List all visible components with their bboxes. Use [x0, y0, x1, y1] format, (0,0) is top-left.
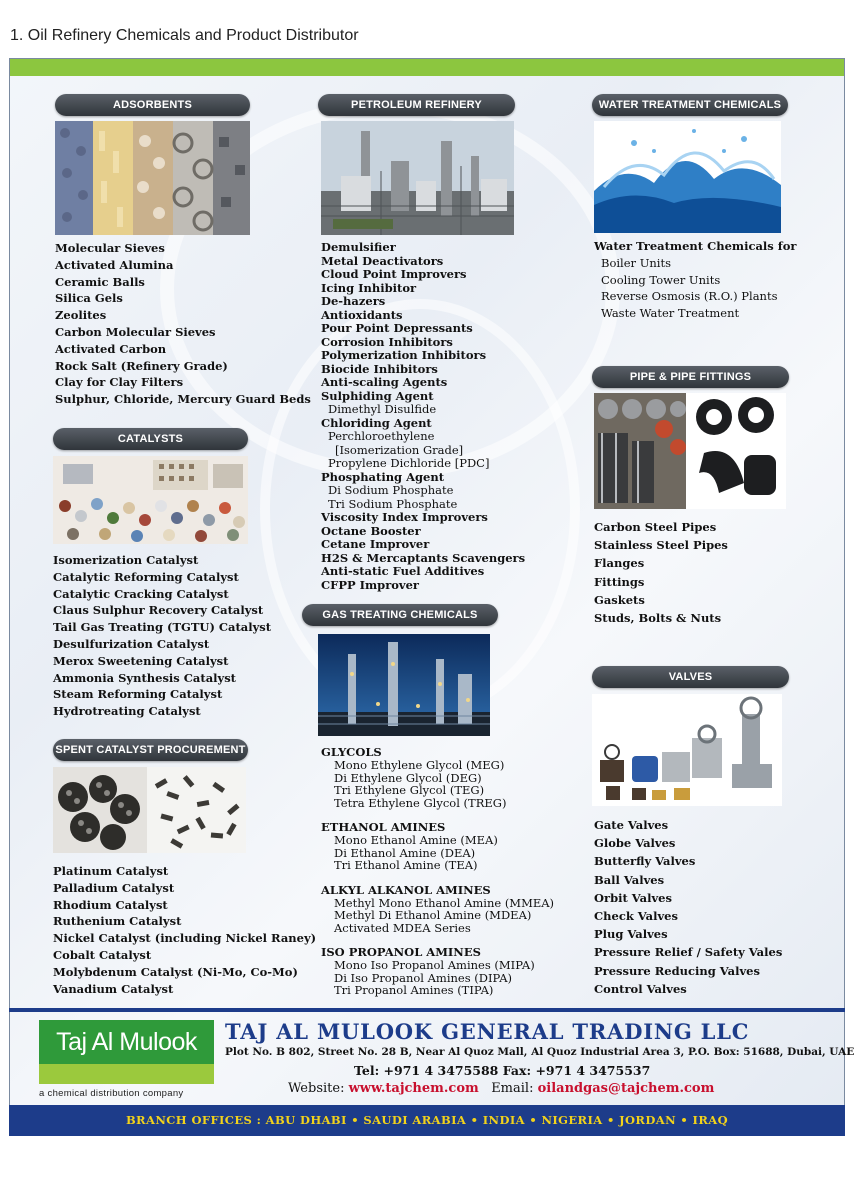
left-column — [53, 94, 317, 996]
pipe-fitting-item: Studs, Bolts & Nuts — [594, 611, 722, 626]
top-green-bar — [10, 59, 844, 76]
spent-catalyst-item: Palladium Catalyst — [53, 880, 175, 895]
gas-group-item: Mono Ethylene Glycol (MEG) — [334, 758, 505, 772]
petroleum-chemical-item: Corrosion Inhibitors — [321, 334, 453, 349]
valve-item: Plug Valves — [594, 927, 668, 942]
adsorbent-item: Ceramic Balls — [55, 274, 145, 289]
pipes-image — [594, 393, 786, 509]
petroleum-chemical-item: Biocide Inhibitors — [321, 361, 438, 376]
spent-catalyst-item: Rhodium Catalyst — [53, 897, 168, 912]
water-treatment-item: Cooling Tower Units — [601, 272, 721, 287]
adsorbent-item: Sulphur, Chloride, Mercury Guard Beds — [55, 392, 311, 407]
petroleum-chemical-item: Antioxidants — [321, 307, 403, 322]
footer-divider — [9, 1008, 845, 1012]
petroleum-chemical-item: Dimethyl Disulfide — [328, 402, 437, 416]
adsorbent-item: Clay for Clay Filters — [55, 375, 184, 390]
valve-item: Pressure Relief / Safety Vales — [594, 945, 783, 960]
branch-offices-bar: BRANCH OFFICES : ABU DHABI • SAUDI ARABIA • INDIA • NIGERIA • JORDAN • IRAQ — [9, 1105, 845, 1136]
petroleum-chemical-item: Anti-scaling Agents — [321, 375, 448, 389]
gas-treating-header: GAS TREATING CHEMICALS — [302, 604, 498, 626]
water-splash-image — [594, 121, 781, 233]
petroleum-chemical-item: Metal Deactivators — [321, 253, 444, 268]
company-address: Plot No. B 802, Street No. 28 B, Near Al Quoz Mall, Al Quoz Industrial Area 3, P.O. Box: 51688, Dubai, UAE — [225, 1046, 854, 1058]
catalyst-item: Tail Gas Treating (TGTU) Catalyst — [53, 620, 272, 635]
pipe-fitting-item: Carbon Steel Pipes — [594, 520, 717, 534]
logo-tagline: a chemical distribution company — [39, 1088, 184, 1099]
pipe-fitting-item: Stainless Steel Pipes — [594, 538, 728, 553]
petroleum-chemical-item: Sulphiding Agent — [321, 388, 434, 403]
valve-item: Check Valves — [594, 909, 678, 924]
gas-group-item: Tri Ethanol Amine (TEA) — [334, 858, 478, 872]
petroleum-chemical-item: Propylene Dichloride [PDC] — [328, 456, 490, 470]
petroleum-chemical-item: De-hazers — [321, 294, 386, 308]
gas-group-item: Mono Iso Propanol Amines (MIPA) — [334, 958, 535, 972]
gas-group — [321, 746, 554, 809]
email-link[interactable]: oilandgas@tajchem.com — [537, 1081, 715, 1096]
gas-group-item: Activated MDEA Series — [334, 920, 471, 935]
petroleum-chemical-item: Viscosity Index Improvers — [321, 510, 488, 524]
website-label: Website: — [288, 1081, 345, 1096]
spent-catalyst-item: Cobalt Catalyst — [53, 947, 152, 962]
petroleum-chemical-item: CFPP Improver — [321, 577, 419, 592]
gas-group-title: ALKYL ALKANOL AMINES — [321, 882, 491, 897]
company-logo: Taj Al Mulook — [39, 1020, 214, 1064]
gas-group-item: Di Ethylene Glycol (DEG) — [334, 770, 482, 785]
spent-catalyst-item: Nickel Catalyst (including Nickel Raney) — [53, 931, 317, 946]
catalysts-list — [53, 552, 271, 720]
pipe-fitting-item: Flanges — [594, 556, 645, 571]
gas-group-item: Tri Ethylene Glycol (TEG) — [334, 783, 485, 797]
petroleum-chemical-item: Chloriding Agent — [321, 415, 432, 430]
pipes-list — [594, 518, 728, 627]
company-contacts — [288, 1081, 714, 1096]
petroleum-chemical-item: Tri Sodium Phosphate — [328, 496, 458, 511]
pipe-fitting-item: Gaskets — [594, 592, 645, 607]
gas-group — [321, 884, 554, 935]
petroleum-chemical-item: Cetane Improver — [321, 537, 430, 551]
spent-catalyst-item: Vanadium Catalyst — [53, 981, 174, 996]
spent-catalyst-item: Platinum Catalyst — [53, 864, 169, 878]
petroleum-chemical-item: Perchloroethylene — [328, 429, 435, 443]
adsorbent-item: Activated Carbon — [55, 341, 167, 356]
catalyst-item: Catalytic Cracking Catalyst — [53, 586, 229, 601]
gas-group-item: Tri Propanol Amines (TIPA) — [334, 983, 494, 997]
spent-catalyst-item: Ruthenium Catalyst — [53, 914, 182, 929]
valves-list — [594, 816, 782, 998]
water-treatment-item: Waste Water Treatment — [601, 306, 740, 321]
gas-group — [321, 821, 554, 872]
adsorbent-item: Molecular Sieves — [55, 241, 165, 255]
water-lead: Water Treatment Chemicals for — [594, 239, 797, 253]
gas-group-item: Di Ethanol Amine (DEA) — [334, 845, 476, 860]
valve-item: Pressure Reducing Valves — [594, 963, 760, 978]
petroleum-chemical-item: [Isomerization Grade] — [335, 442, 464, 457]
spent-catalyst-header: SPENT CATALYST PROCUREMENT — [53, 739, 248, 761]
gas-group-item: Tetra Ethylene Glycol (TREG) — [334, 795, 507, 810]
valve-item: Ball Valves — [594, 872, 665, 887]
gas-group — [321, 946, 554, 997]
spent-catalyst-list — [53, 863, 316, 997]
petroleum-chemical-item: Polymerization Inhibitors — [321, 348, 487, 362]
gas-group-title: GLYCOLS — [321, 745, 382, 759]
petroleum-chemical-item: Demulsifier — [321, 240, 396, 254]
adsorbents-header: ADSORBENTS — [55, 94, 250, 116]
adsorbent-item: Zeolites — [55, 308, 107, 323]
water-treatment-header: WATER TREATMENT CHEMICALS — [592, 94, 788, 116]
catalyst-item: Hydrotreating Catalyst — [53, 704, 201, 719]
catalysts-image — [53, 456, 248, 544]
water-treatment-item: Reverse Osmosis (R.O.) Plants — [601, 289, 778, 304]
pipe-fitting-item: Fittings — [594, 574, 645, 589]
adsorbents-image — [55, 121, 250, 235]
petroleum-chemical-item: Di Sodium Phosphate — [328, 483, 454, 497]
petroleum-chemical-item: Octane Booster — [321, 523, 421, 538]
adsorbent-item: Rock Salt (Refinery Grade) — [55, 358, 228, 373]
petroleum-chemical-item: Anti-static Fuel Additives — [321, 564, 485, 578]
adsorbents-list — [55, 240, 311, 408]
catalyst-item: Desulfurization Catalyst — [53, 636, 210, 651]
petroleum-list — [321, 241, 588, 592]
company-name: TAJ AL MULOOK GENERAL TRADING LLC — [225, 1019, 750, 1044]
catalyst-item: Merox Sweetening Catalyst — [53, 653, 229, 668]
valve-item: Control Valves — [594, 981, 687, 996]
spent-catalyst-image — [53, 767, 246, 853]
middle-column — [318, 94, 588, 997]
logo-stripe — [39, 1064, 214, 1084]
valve-item: Globe Valves — [594, 836, 676, 851]
valve-item: Butterfly Valves — [594, 854, 696, 869]
petroleum-chemical-item: Phosphating Agent — [321, 469, 445, 484]
gas-group-item: Mono Ethanol Amine (MEA) — [334, 833, 498, 847]
catalyst-item: Ammonia Synthesis Catalyst — [53, 670, 236, 685]
water-treatment-item: Boiler Units — [601, 255, 671, 270]
catalyst-item: Claus Sulphur Recovery Catalyst — [53, 603, 264, 618]
adsorbent-item: Carbon Molecular Sieves — [55, 324, 216, 339]
adsorbent-item: Activated Alumina — [55, 257, 174, 272]
valve-item: Gate Valves — [594, 818, 669, 832]
refinery-image — [321, 121, 514, 235]
petroleum-header: PETROLEUM REFINERY — [318, 94, 515, 116]
right-column — [592, 94, 822, 996]
gas-plant-image — [318, 634, 490, 736]
spent-catalyst-item: Molybdenum Catalyst (Ni-Mo, Co-Mo) — [53, 964, 298, 979]
water-list — [594, 255, 822, 322]
gas-group-item: Methyl Mono Ethanol Amine (MMEA) — [334, 895, 555, 910]
website-link[interactable]: www.tajchem.com — [348, 1081, 479, 1096]
gas-group-item: Methyl Di Ethanol Amine (MDEA) — [334, 908, 532, 922]
petroleum-chemical-item: H2S & Mercaptants Scavengers — [321, 550, 526, 565]
pipe-fittings-header: PIPE & PIPE FITTINGS — [592, 366, 789, 388]
petroleum-chemical-item: Pour Point Depressants — [321, 321, 473, 335]
company-phone: Tel: +971 4 3475588 Fax: +971 4 3475537 — [354, 1063, 651, 1078]
catalyst-item: Catalytic Reforming Catalyst — [53, 569, 239, 584]
gas-group-item: Di Iso Propanol Amines (DIPA) — [334, 970, 512, 985]
page-heading: 1. Oil Refinery Chemicals and Product Distributor — [10, 27, 359, 44]
catalyst-item: Isomerization Catalyst — [53, 553, 199, 567]
gas-treating-groups — [321, 746, 554, 1009]
gas-group-title: ETHANOL AMINES — [321, 820, 446, 834]
adsorbent-item: Silica Gels — [55, 291, 123, 306]
valves-header: VALVES — [592, 666, 789, 688]
petroleum-chemical-item: Icing Inhibitor — [321, 280, 417, 295]
gas-group-title: ISO PROPANOL AMINES — [321, 945, 481, 959]
valves-image — [592, 694, 782, 806]
petroleum-chemical-item: Cloud Point Improvers — [321, 267, 467, 281]
valve-item: Orbit Valves — [594, 890, 672, 905]
catalyst-item: Steam Reforming Catalyst — [53, 687, 223, 702]
email-label: Email: — [491, 1081, 534, 1096]
catalysts-header: CATALYSTS — [53, 428, 248, 450]
